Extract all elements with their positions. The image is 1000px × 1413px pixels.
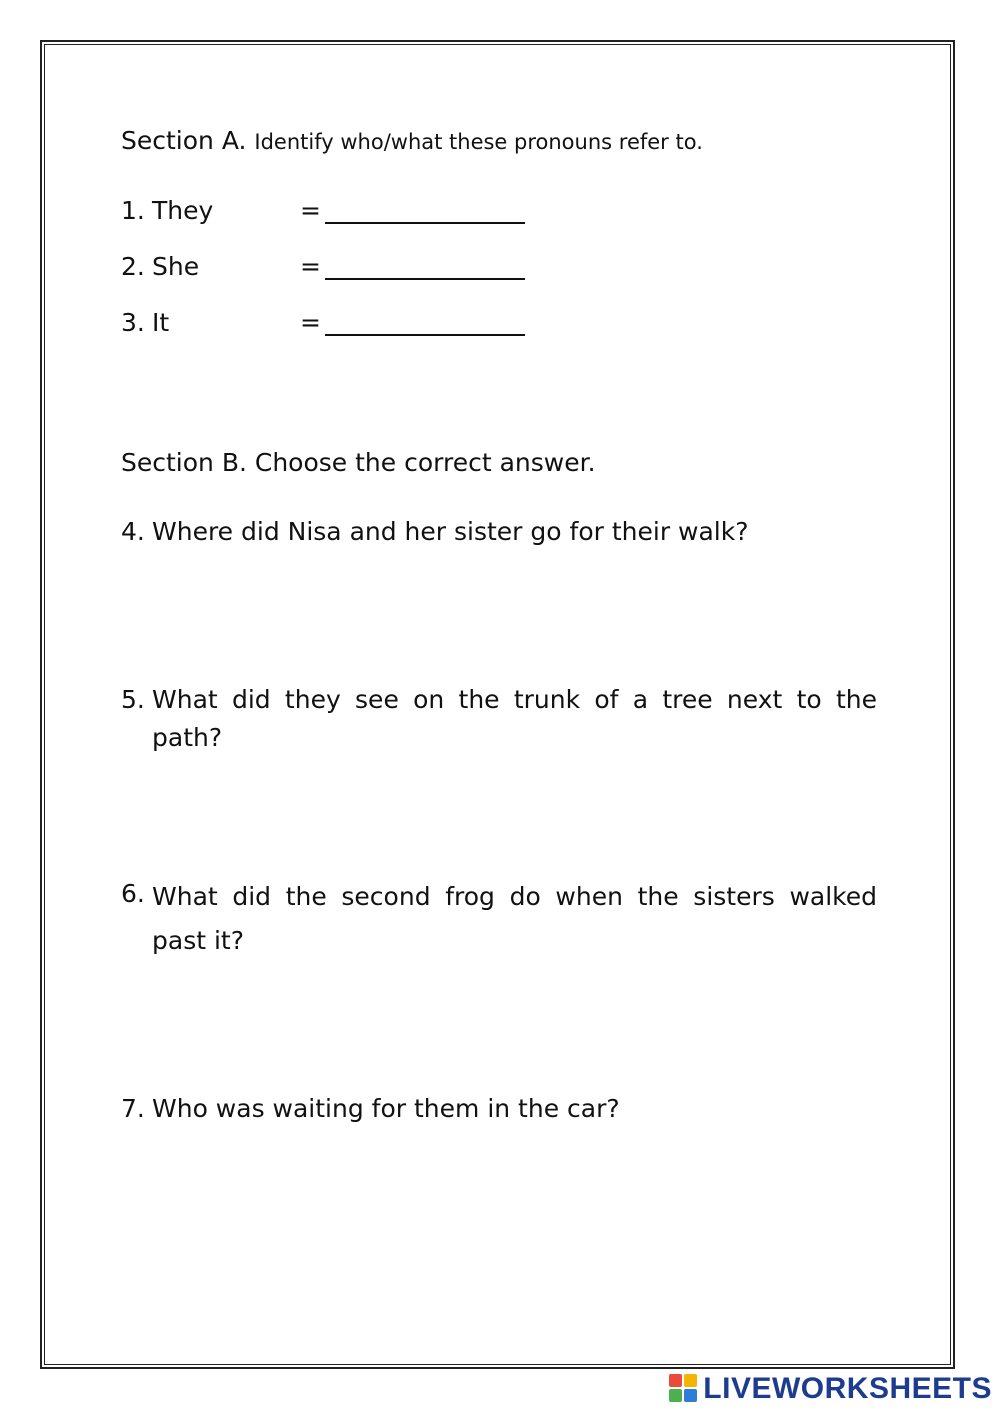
question-text: What did they see on the trunk of a tree next to the path? <box>152 685 877 752</box>
answer-blank-1[interactable] <box>325 222 525 224</box>
question-6 <box>121 875 877 963</box>
logo-block <box>669 1389 682 1402</box>
logo-block <box>684 1389 697 1402</box>
question-number: 4. <box>121 517 145 546</box>
question-text: What did the second frog do when the sisters walked past it? <box>152 882 877 955</box>
question-5 <box>121 681 877 757</box>
liveworksheets-logo-icon <box>669 1374 699 1404</box>
equals-sign: = <box>300 308 321 337</box>
section-a-instruction: Identify who/what these pronouns refer to. <box>254 130 703 154</box>
question-number: 5. <box>121 685 145 714</box>
section-a-heading <box>121 122 703 161</box>
question-7 <box>121 1090 877 1128</box>
section-a-label: Section A. <box>121 126 247 155</box>
item-number: 3. <box>121 308 145 337</box>
question-4 <box>121 513 877 551</box>
pronoun-label: They <box>152 196 214 225</box>
logo-block <box>684 1374 697 1387</box>
question-number: 7. <box>121 1094 145 1123</box>
brand-text: LIVEWORKSHEETS <box>703 1372 992 1405</box>
equals-sign: = <box>300 252 321 281</box>
answer-blank-2[interactable] <box>325 278 525 280</box>
pronoun-label: It <box>152 308 170 337</box>
liveworksheets-brand <box>669 1369 992 1409</box>
pronoun-label: She <box>152 252 200 281</box>
answer-blank-3[interactable] <box>325 334 525 336</box>
logo-block <box>669 1374 682 1387</box>
equals-sign: = <box>300 196 321 225</box>
section-b-heading: Section B. Choose the correct answer. <box>121 448 596 477</box>
item-number: 1. <box>121 196 145 225</box>
question-text: Who was waiting for them in the car? <box>152 1094 620 1123</box>
question-number: 6. <box>121 879 145 908</box>
question-text: Where did Nisa and her sister go for their walk? <box>152 517 749 546</box>
item-number: 2. <box>121 252 145 281</box>
